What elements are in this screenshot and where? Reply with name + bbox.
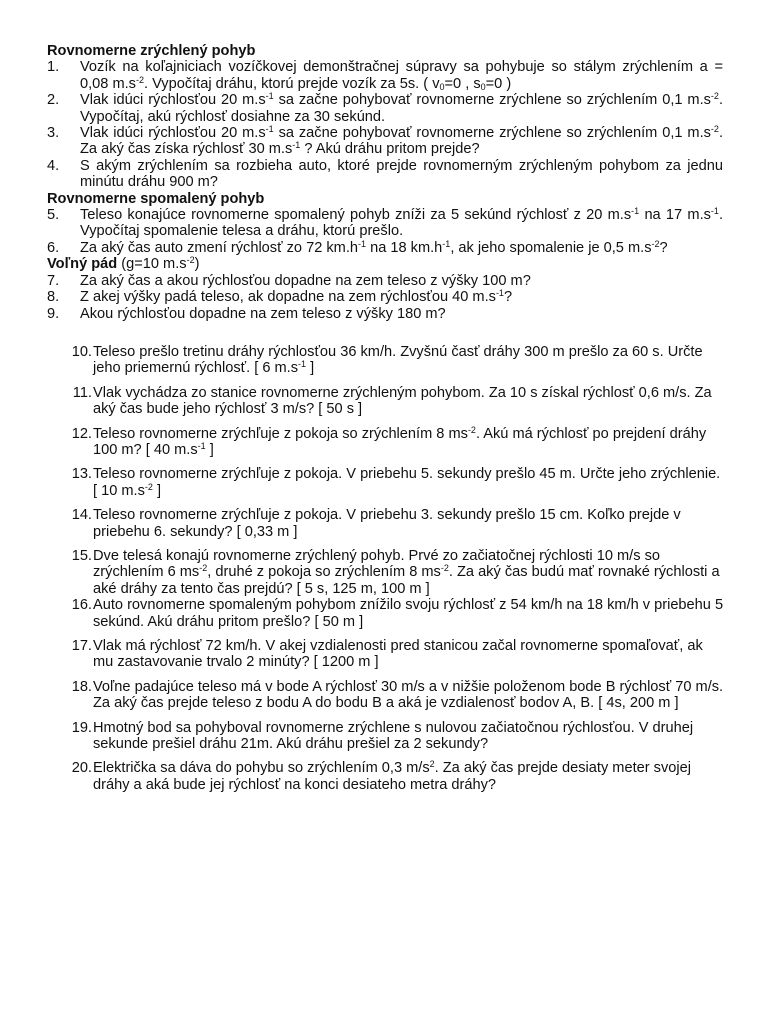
superscript: -2 — [199, 563, 208, 574]
section-heading — [47, 256, 723, 272]
problem-item — [47, 59, 723, 92]
problem-item — [47, 125, 723, 158]
section-title: Rovnomerne spomalený pohyb — [47, 190, 265, 207]
problem-number: 4. — [47, 157, 60, 174]
problem-number: 15. — [71, 547, 92, 564]
superscript: -2 — [144, 481, 153, 492]
section-title: Voľný pád — [47, 256, 118, 273]
problem-item — [47, 240, 723, 256]
problem-item — [67, 344, 727, 377]
problem-number: 6. — [47, 239, 60, 256]
problem-text: S akým zrýchlením sa rozbieha auto, ktoré prejde rovnomerným zrýchleným pohybom za jednu minútu dráhu 900 m? — [80, 157, 723, 191]
problem-number: 13. — [71, 466, 92, 483]
problem-text: Teleso konajúce rovnomerne spomalený pohyb zníži za 5 sekúnd rýchlosť z 20 $m.s^{-1}$ na 17 $m.s^{-1}$. Vypočítaj spomalenie telesa a dráhu, ktorú prešlo. — [80, 206, 723, 240]
superscript: -1 — [197, 440, 206, 451]
section-title: Rovnomerne zrýchlený pohyb — [47, 43, 256, 59]
problem-text: Za aký čas a akou rýchlosťou dopadne na zem teleso z výšky 100 m? — [80, 272, 531, 289]
problem-text: Z akej výšky padá teleso, ak dopadne na zem rýchlosťou 40 $m.s^{-1}$? — [80, 288, 513, 306]
section-heading — [47, 43, 723, 59]
problem-number: 17. — [71, 638, 92, 654]
problem-number: 9. — [47, 305, 60, 322]
problem-item — [67, 466, 727, 499]
superscript: -2 — [467, 424, 476, 435]
superscript: -2 — [651, 238, 660, 249]
superscript: -1 — [495, 288, 504, 299]
problem-number: 12. — [71, 425, 92, 442]
problem-number: 8. — [47, 289, 60, 306]
problem-number: 14. — [71, 507, 92, 524]
superscript: -2 — [186, 255, 195, 266]
superscript: -1 — [298, 359, 307, 370]
problem-number: 19. — [71, 719, 92, 736]
superscript: -1 — [710, 206, 719, 217]
problem-item — [67, 760, 727, 793]
problem-number: 18. — [71, 678, 92, 695]
problem-item — [67, 548, 727, 597]
superscript: -1 — [265, 124, 274, 135]
problem-item — [67, 638, 727, 671]
problem-text: Električka sa dáva do pohybu so zrýchlením 0,3 $m/s^2$. Za aký čas prejde desiaty meter svojej dráhy a aká bude jej rýchlosť na konci desiateho metra dráhy? — [93, 759, 691, 793]
problem-item — [47, 306, 723, 322]
problem-text: Teleso rovnomerne zrýchľuje z pokoja. V priebehu 3. sekundy prešlo 15 cm. Koľko prejde v priebehu 6. sekundy? [ 0,33 m ] — [93, 507, 681, 540]
problem-item — [67, 507, 727, 540]
problem-text: Voľne padajúce teleso má v bode A rýchlosť 30 m/s a v nižšie položenom bode B rýchlosť 70 m/s. Za aký čas prejde teleso z bodu A do bodu B a aká je vzdialenosť bodov A, B. [ 4s, 200 m ] — [93, 678, 724, 712]
problem-text: Vlak idúci rýchlosťou 20 $m.s^{-1}$ sa začne pohybovať rovnomerne zrýchlene so zrýchlením 0,1 $m.s^{-2}$. Za aký čas získa rýchlosť 30 $m.s^{-1}$ ? Akú dráhu pritom prejde? — [80, 124, 723, 158]
section-note: (g=10 $m.s^{-2}$) — [117, 255, 200, 273]
problem-item — [67, 720, 727, 753]
worksheet-page — [47, 43, 723, 801]
problem-text: Akou rýchlosťou dopadne na zem teleso z výšky 180 m? — [80, 305, 446, 322]
problem-number: 16. — [71, 597, 92, 614]
superscript: -1 — [358, 238, 367, 249]
problem-item — [47, 289, 723, 305]
problem-item — [67, 385, 727, 418]
superscript: -2 — [135, 74, 144, 85]
section-heading — [47, 191, 723, 207]
superscript: 2 — [429, 759, 435, 770]
problem-text: Dve telesá konajú rovnomerne zrýchlený pohyb. Prvé zo začiatočnej rýchlosti 10 m/s so zrýchlením 6 $ms^{-2}$, druhé z pokoja so zrýchlením 8 $ms^{-2}$. Za aký čas budú mať rovnaké rýchlosti a aké dráhy za tento čas prejdú? [ 5 s, 125 m, 100 m ] — [93, 547, 720, 597]
superscript: -1 — [265, 91, 274, 102]
problem-number: 1. — [47, 59, 60, 76]
problem-text: Teleso rovnomerne zrýchľuje z pokoja. V priebehu 5. sekundy prešlo 45 m. Určte jeho zrýchlenie. [ 10 $m.s^{-2}$ ] — [93, 466, 721, 499]
problem-item — [47, 92, 723, 125]
superscript: -1 — [292, 140, 301, 151]
problem-number: 10. — [71, 343, 92, 360]
problem-text: Hmotný bod sa pohyboval rovnomerne zrýchlene s nulovou začiatočnou rýchlosťou. V druhej sekunde prešiel dráhu 21m. Akú dráhu prešiel za 2 sekundy? — [93, 719, 694, 753]
problem-text: Vlak má rýchlosť 72 km/h. V akej vzdialenosti pred stanicou začal rovnomerne spomaľovať, ak mu zastavovanie trvalo 2 minúty? [ 1200 m ] — [93, 638, 703, 671]
superscript: -1 — [442, 238, 451, 249]
problem-item — [47, 158, 723, 191]
problem-text: Za aký čas auto zmení rýchlosť zo 72 $km.h^{-1}$ na 18 $km.h^{-1}$, ak jeho spomalenie je 0,5 $m.s^{-2}$? — [80, 238, 668, 256]
problem-number: 20. — [71, 760, 92, 777]
problem-text: Vlak idúci rýchlosťou 20 $m.s^{-1}$ sa začne pohybovať rovnomerne zrýchlene so zrýchlením 0,1 $m.s^{-2}$. Vypočítaj, akú rýchlosť dosiahne za 30 sekúnd. — [80, 91, 723, 125]
problem-item — [47, 207, 723, 240]
problem-text: Auto rovnomerne spomaleným pohybom znížilo svoju rýchlosť z 54 km/h na 18 km/h v priebehu 5 sekúnd. Akú dráhu pritom prešlo? [ 50 m ] — [93, 597, 724, 630]
problem-text: Vozík na koľajniciach vozíčkovej demonštračnej súpravy sa pohybuje so stálym zrýchlením a = 0,08 $m.s^{-2}$. Vypočítaj dráhu, ktorú prejde vozík za 5s. ( $v_0=0$ , $s_0=0$ ) — [80, 59, 723, 92]
problem-item — [67, 679, 727, 712]
superscript: -2 — [710, 124, 719, 135]
superscript: -2 — [440, 563, 449, 574]
problem-list-extra — [47, 344, 727, 793]
problem-text: Teleso rovnomerne zrýchľuje z pokoja so zrýchlením 8 $ms^{-2}$. Akú má rýchlosť po prejdení dráhy 100 m? [ 40 $m.s^{-1}$ ] — [93, 424, 707, 458]
problem-sections — [47, 43, 723, 322]
problem-number: 3. — [47, 125, 60, 142]
problem-item — [67, 426, 727, 459]
problem-text: Teleso prešlo tretinu dráhy rýchlosťou 36 km/h. Zvyšnú časť dráhy 300 m prešlo za 60 s. Určte jeho priemernú rýchlosť. [ 6 $m.s^{-1}$ ] — [93, 343, 703, 377]
subscript: 0 — [480, 81, 486, 92]
problem-number: 2. — [47, 92, 60, 109]
problem-text: Vlak vychádza zo stanice rovnomerne zrýchleným pohybom. Za 10 s získal rýchlosť 0,6 m/s. Za aký čas bude jeho rýchlosť 3 m/s? [ 50 s ] — [93, 384, 712, 418]
superscript: -1 — [631, 206, 640, 217]
superscript: -2 — [710, 91, 719, 102]
subscript: 0 — [439, 81, 445, 92]
problem-number: 5. — [47, 207, 60, 224]
problem-number: 11. — [72, 384, 92, 401]
problem-number: 7. — [47, 272, 60, 289]
problem-item — [67, 597, 727, 630]
problem-item — [47, 273, 723, 289]
